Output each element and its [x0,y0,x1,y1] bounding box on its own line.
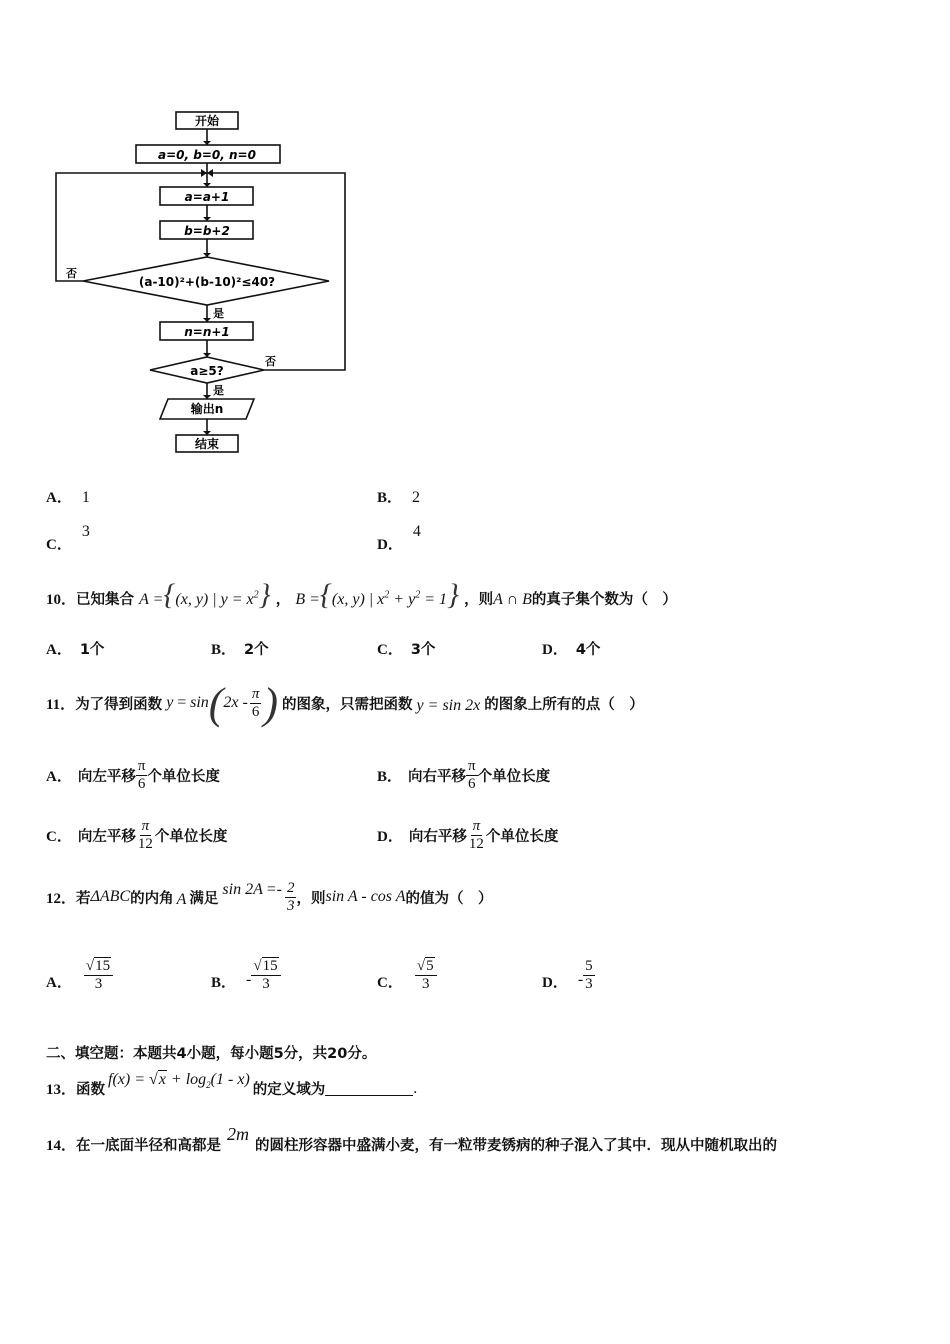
q12-option-c: C． $\frac{√5}{3}$ [377,958,437,993]
no-label-1: 否 [66,267,77,280]
sin2a-formula: sin 2 A =- $\frac{2}{3}$ [222,879,295,914]
shift-fraction: $\frac{\pi}{12}$ [137,818,153,852]
cond1-text: (a-10)²+(b-10)²≤40? [138,275,276,289]
question-13: 13． 函数 $f(x) = √x + \log_2(1 - x)$ 的定义域为 . [46,1070,418,1098]
q12-option-d: D． - $\frac{5}{3}$ [542,958,593,992]
step-n-text: n=n+1 [184,325,230,339]
answer-fraction: $\frac{√15}{3}$ [251,958,280,993]
q11-option-c: C． 向左平移 $\frac{\pi}{12}$ 个单位长度 [46,818,228,852]
q10-option-a: A． 1个 [46,642,105,658]
q9-option-d: D．4 [377,523,421,553]
radius-value: 2m [227,1124,250,1144]
flowchart [50,105,360,460]
no-label-2: 否 [265,355,276,368]
step-a-text: a=a+1 [184,190,230,204]
triangle-formula: ΔABC [90,888,131,905]
section-2-title: 二、填空题：本题共4小题，每小题5分，共20分。 [46,1046,377,1062]
question-14: 14． 在一底面半径和高都是 2m 的圆柱形容器中盛满小麦，有一粒带麦锈病的种子混入了其中．现从中随机取出的 [46,1124,778,1154]
yes-label-2: 是 [213,384,224,397]
target-function-formula: y = sin ( 2x - $\frac{\pi}{6}$ ) [166,678,279,728]
q12-option-b: B． - $\frac{√15}{3}$ [211,958,281,993]
question-10: 10．已知集合 A ={(x, y) | $y = x^2$} ， B ={(x, y) | $x^2 + y^2 = 1$} ，则A ∩ B的真子集个数为（ ） [46,578,677,611]
cond2-text: a≥5? [190,364,224,378]
start-text: 开始 [194,114,220,128]
q11-option-d: D． 向右平移 $\frac{\pi}{12}$ 个单位长度 [377,818,559,852]
answer-fraction: $\frac{√5}{3}$ [415,958,437,993]
set-a-formula: A ={(x, y) | $y = x^2$} [139,578,271,611]
q9-option-c: C．3 [46,523,90,553]
shift-fraction: $\frac{\pi}{12}$ [468,818,484,852]
answer-fraction: $\frac{√15}{3}$ [84,958,113,993]
q11-option-a: A． 向左平移 $\frac{\pi}{6}$ 个单位长度 [46,758,220,792]
shift-fraction: $\frac{\pi}{6}$ [137,758,146,792]
intersection-formula: A ∩ B [493,591,532,608]
step-b-text: b=b+2 [184,224,230,238]
q9-option-a: A． 1 [46,489,90,506]
q10-option-b: B． 2个 [211,642,269,658]
source-function-formula: y = sin 2x [416,697,481,714]
q12-option-a: A． $\frac{√15}{3}$ [46,958,113,993]
question-11: 11． 为了得到函数 y = sin ( 2x - $\frac{\pi}{6}$ ) 的图象，只需把函数 y = sin 2x 的图象上所有的点（ ） [46,678,644,728]
question-12: 12． 若 ΔABC 的内角 A 满足 sin 2 A =- $\frac{2}{3}$ ，则 sin A - cos A 的值为（ ） [46,872,493,922]
angle-a-formula: A [176,891,187,908]
end-text: 结束 [194,437,220,451]
output-text: 输出n [190,402,224,416]
shift-fraction: $\frac{\pi}{6}$ [468,758,476,792]
q10-option-c: C． 3个 [377,642,436,658]
answer-blank[interactable] [325,1081,413,1096]
domain-function-formula: $f(x) = √x + \log_2(1 - x)$ [108,1070,250,1091]
init-text: a=0, b=0, n=0 [158,148,256,162]
answer-fraction: $\frac{5}{3}$ [585,958,593,992]
set-b-formula: B ={(x, y) | $x^2 + y^2 = 1$} [295,578,459,611]
q11-option-b: B． 向右平移 $\frac{\pi}{6}$ 个单位长度 [377,758,551,792]
q10-option-d: D． 4个 [542,642,601,658]
expression-formula: sin A - cos A [325,888,406,905]
q9-option-b: B． 2 [377,489,421,506]
yes-label-1: 是 [213,307,224,320]
